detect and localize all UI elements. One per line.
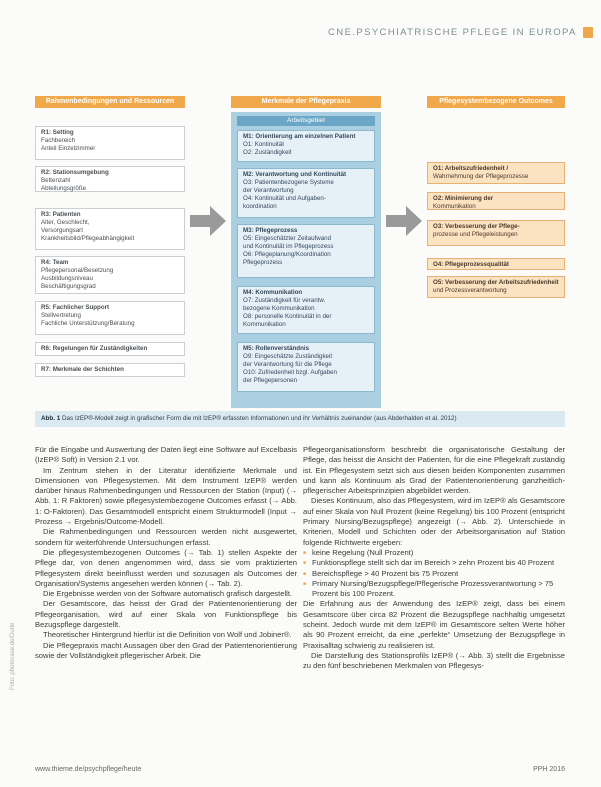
paragraph: Der Gesamtscore, das heisst der Grad der Patientenorientierung der Pflegeorganisation, wird auf einer Skala von Funktionspflege bis Bezugspflege dargestellt. <box>35 599 297 630</box>
mid-box-line: O2: Zuständigkeit <box>243 149 292 156</box>
left-box-line: Stellvertretung <box>41 312 81 319</box>
paragraph: Die Ergebnisse werden von der Software automatisch grafisch dargestellt. <box>43 589 293 599</box>
left-box-line: Beschäftigungsgrad <box>41 283 96 290</box>
right-box <box>427 162 565 184</box>
mid-box-line: Pflegeprozess <box>243 259 283 266</box>
col-mid-title: Merkmale der Pflegepraxis <box>231 96 381 108</box>
right-box-line: und Prozessverantwortung <box>433 287 507 294</box>
mid-inner-header: Arbeitsgebiet <box>237 116 375 126</box>
paragraph: Pflegeorganisationsform beschreibt die organisatorische Gestaltung der Pflege, das heisst die Ansicht der Patienten, für die eine Pflegekraft zuständig ist. Ein Pflegesystem setzt sich aus diesen beiden Komponenten zusammen und kann als Kontinuum als Grad der Patientenorientierung ganzheitlich-pflegerischer Arbeitsprinzipien abgebildet werden. <box>303 445 565 496</box>
left-box-line: R5: Fachlicher Support <box>41 304 110 311</box>
list-item: ■ keine Regelung (Null Prozent) <box>303 548 565 558</box>
mid-box-line: bezogene Kommunikation <box>243 305 315 312</box>
left-box-line: Fachliche Unterstützung/Beratung <box>41 320 135 327</box>
running-header <box>328 26 593 38</box>
right-box <box>427 276 565 298</box>
header-page-badge <box>583 27 593 38</box>
mid-box-line: O1: Kontinuität <box>243 141 284 148</box>
left-box-line: Bettenzahl <box>41 177 71 184</box>
left-box <box>35 208 185 250</box>
mid-panel <box>237 130 375 406</box>
body-column-left <box>35 445 297 661</box>
arrow-right-icon <box>386 206 422 236</box>
footer-page: PPH 2016 <box>533 766 565 773</box>
left-box-line: Fachbereich <box>41 137 76 144</box>
mid-box <box>237 342 375 392</box>
left-box <box>35 126 185 160</box>
mid-box-line: O4: Kontinuität und Aufgaben- <box>243 195 326 202</box>
caption-text: Das IzEP®-Modell zeigt in grafischer Form die mit IzEP® erfassten Informationen und ihr Verhältnis zueinander (aus Abderhalden et al. 2012) <box>60 415 457 422</box>
col-right-title: Pflegesystembezogene Outcomes <box>427 96 565 108</box>
left-box <box>35 301 185 335</box>
left-box <box>35 166 185 192</box>
body-column-right <box>303 445 565 672</box>
mid-box <box>237 286 375 334</box>
mid-box <box>237 168 375 218</box>
mid-box-line: Kommunikation <box>243 321 286 328</box>
left-box-line: Alter, Geschlecht, <box>41 219 90 226</box>
caption-label: Abb. 1 <box>41 415 61 422</box>
left-box <box>35 363 185 377</box>
mid-box-line: der Pflegepersonen <box>243 377 298 384</box>
paragraph: Die pflegesystembezogenen Outcomes (→ Tab. 1) stellen Aspekte der Pflege dar, von denen angenommen wird, dass sie vom praktizierten Pflegesystem direkt beeinflusst werden und sozusagen als Outcomes der Organisation/Systems angesehen werden können (→ Tab. 2). <box>35 547 297 588</box>
mid-box <box>237 130 375 162</box>
left-box-line: R3: Patienten <box>41 211 81 218</box>
mid-box-line: der Verantwortung für die Pflege <box>243 361 332 368</box>
mid-box-line: O3: Patientenbezogene Systeme <box>243 179 334 186</box>
paragraph: Für die Eingabe und Auswertung der Daten liegt eine Software auf Excelbasis (IzEP® Soft) in Version 2.1 vor. <box>35 445 297 465</box>
bullet-list <box>303 548 565 599</box>
right-box-line: O4: Pflegeprozessqualität <box>433 261 509 268</box>
mid-box-line: und Kontinuität im Pflegeprozess <box>243 243 334 250</box>
paragraph: Im Zentrum stehen in der Literatur identifizierte Merkmale und Dimensionen von Pflegesystemen. Mit dem Instrument IzEP® werden darüber hinaus Rahmenbedingungen und Ressourcen der Station (Input) (→ Abb. 1: R Faktoren) sowie pflegesystembezogene Outcomes erfasst (→ Abb. 1: O-Faktoren). Das Gesamtmodell entspricht einem Strukturmodell (Input → Prozess → Ergebnis/Outcome-Modell. <box>35 465 297 527</box>
arrow-right-icon <box>190 206 226 236</box>
paragraph: Dieses Kontinuum, also das Pflegesystem, wird im IzEP® als Gesamtscore auf einer Skala von Null Prozent (keine Regelung) bis 100 Prozent (entspricht Primary Nursing/Bezugspflege) angezeigt (→ Abb. 2). Unterschiede in Kriterien, Modell und Schichten oder der Arbeitsorganisation auf Station folgende Richtwerte ergeben: <box>303 496 565 547</box>
footer-url: www.thieme.de/psychpflege/heute <box>35 766 142 773</box>
right-box-line: O3: Verbesserung der Pflege- <box>433 223 520 230</box>
mid-box-line: O7: Zuständigkeit für verantw. <box>243 297 326 304</box>
right-box-line: O2: Minimierung der <box>433 195 494 202</box>
list-item: ■ Funktionspflege stellt sich dar im Bereich > zehn Prozent bis 40 Prozent <box>303 558 565 568</box>
mid-box <box>237 224 375 278</box>
left-box-line: Anteil Einzelzimmer <box>41 145 96 152</box>
paragraph: Theoretischer Hintergrund hierfür ist die Definition von Wolf und Jobiner®. <box>43 630 292 640</box>
left-box <box>35 256 185 294</box>
left-box-line: R7: Merkmale der Schichten <box>41 366 124 373</box>
right-box-line: Kommunikation <box>433 203 476 210</box>
paragraph: Die Pflegepraxis macht Aussagen über den Grad der Patientenorientierung sowie der Vollständigkeit pflegerischer Arbeit. Die <box>35 640 297 660</box>
mid-box-line: koordination <box>243 203 277 210</box>
right-box <box>427 192 565 210</box>
figure-caption <box>35 411 565 427</box>
mid-box-line: M3: Pflegeprozess <box>243 227 298 234</box>
right-box <box>427 220 565 246</box>
mid-box-line: M1: Orientierung am einzelnen Patient <box>243 133 356 140</box>
left-box-line: Abteilungsgröße <box>41 185 87 192</box>
mid-box-line: O6: Pflegeplanung/Koordination <box>243 251 331 258</box>
paragraph: Die Erfahrung aus der Anwendung des IzEP® zeigt, dass bei einem Gesamtscore über circa 82 Prozent die Bezugspflege nachhaltig umgesetzt scheint. Jedoch wurde mit dem IzEP® im Gesamtscore selten Werte höher als 90 Prozent erreicht, da eine „perfekte“ Umsetzung der Bezugspflege in Praxisalltag schwierig zu realisieren ist. <box>303 599 565 650</box>
mid-box-line: O10: Zufriedenheit bzgl. Aufgaben <box>243 369 337 376</box>
mid-box-line: M4: Kommunikation <box>243 289 303 296</box>
mid-box-line: der Verantwortung <box>243 187 294 194</box>
left-box-line: R6: Regelungen für Zuständigkeiten <box>41 345 148 352</box>
mid-box-line: O5: Eingeschätzter Zeitaufwand <box>243 235 332 242</box>
left-box-line: R2: Stationsumgebung <box>41 169 109 176</box>
right-box <box>427 258 565 270</box>
list-item: ■ Bereichspflege > 40 Prozent bis 75 Prozent <box>303 569 565 579</box>
right-box-line: Wahrnehmung der Pflegeprozesse <box>433 173 529 180</box>
left-panel <box>35 116 185 411</box>
left-box-line: Ausbildungsniveau <box>41 275 93 282</box>
right-box-line: O5: Verbesserung der Arbeitszufriedenheit <box>433 279 559 286</box>
list-item: ■ Primary Nursing/Bezugspflege/Pflegerische Prozessverantwortung > 75 Prozent bis 100 Prozent. <box>303 579 565 600</box>
mid-box-line: M2: Verantwortung und Kontinuität <box>243 171 347 178</box>
paragraph: Die Darstellung des Stationsprofils IzEP® (→ Abb. 3) stellt die Ergebnisse zu den fünf beschriebenen Merkmalen von Pflegesys- <box>303 650 565 671</box>
left-box-line: Pflegepersonal/Besetzung <box>41 267 114 274</box>
right-panel <box>427 158 565 358</box>
mid-box-line: O8: personelle Kontinuität in der <box>243 313 332 320</box>
mid-box-line: M5: Rollenverständnis <box>243 345 310 352</box>
figure-model <box>35 96 565 411</box>
left-box-line: Krankheitsbild/Pflegeabhängigkeit <box>41 235 135 242</box>
right-box-line: prozesse und Pflegeleistungen <box>433 231 518 238</box>
col-left-title: Rahmenbedingungen und Ressourcen <box>35 96 185 108</box>
left-box-line: R1: Setting <box>41 129 74 136</box>
right-box-line: O1: Arbeitszufriedenheit / <box>433 165 509 172</box>
paragraph: Die Rahmenbedingungen und Ressourcen werden nicht ausgewertet, sondern für weiterführende Untersuchungen erfasst. <box>35 527 297 547</box>
photo-credit: Foto: photocase.de/Dude <box>10 622 16 690</box>
left-box-line: Versorgungsart <box>41 227 83 234</box>
left-box <box>35 342 185 356</box>
header-title: CNE.PSYCHIATRISCHE PFLEGE IN EUROPA <box>328 26 577 38</box>
mid-box-line: O9: Eingeschätzte Zuständigkeit <box>243 353 333 360</box>
left-box-line: R4: Team <box>41 259 69 266</box>
